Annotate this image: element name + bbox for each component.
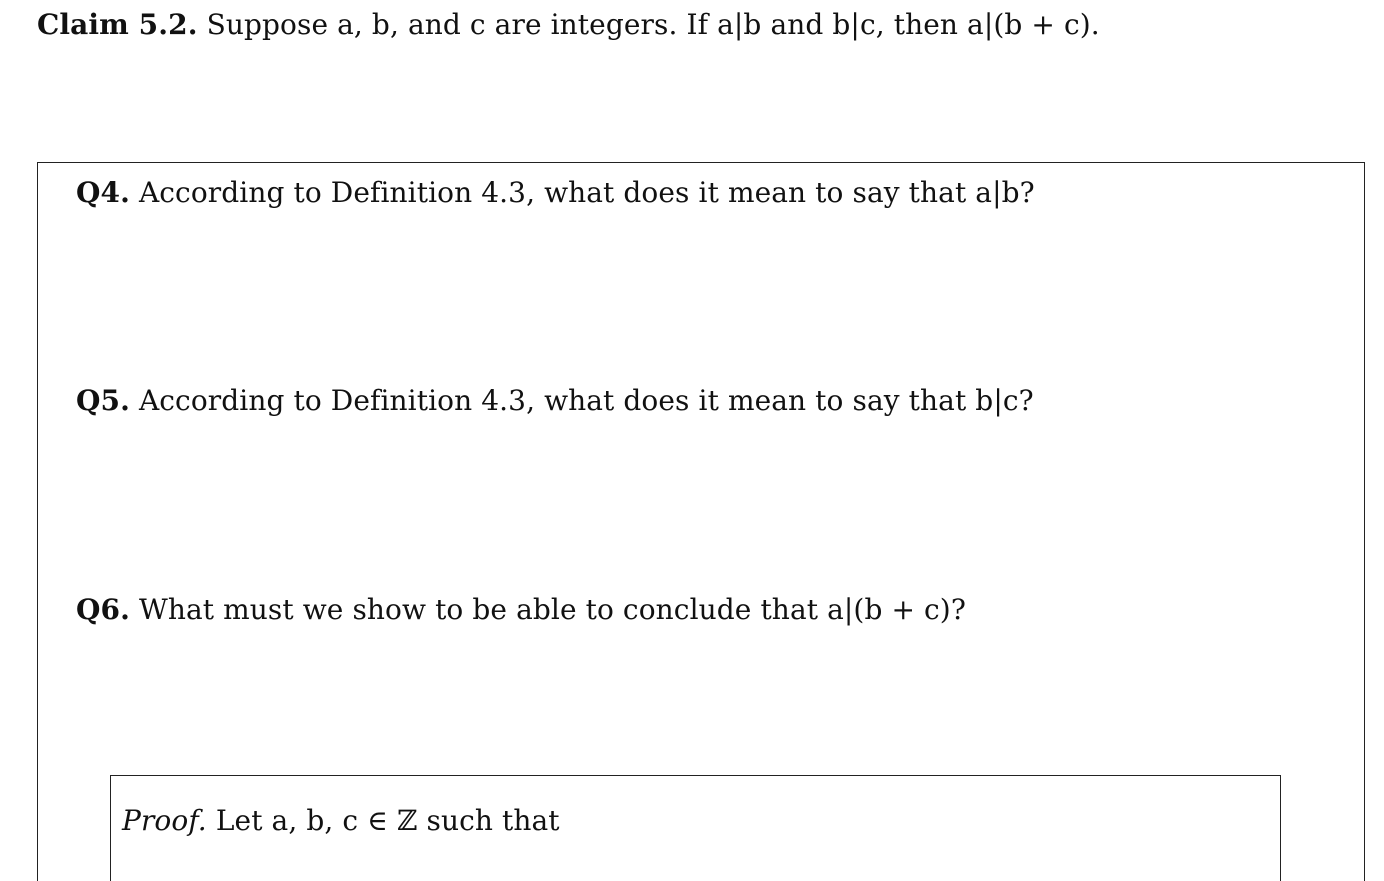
question-q5-label: Q5.: [76, 384, 130, 417]
claim-text: Suppose a, b, and c are integers. If a|b and b|c, then a|(b + c).: [206, 8, 1100, 41]
question-q4-label: Q4.: [76, 176, 130, 209]
proof-statement: [122, 803, 560, 839]
claim-statement: [37, 7, 1100, 43]
question-q5: [76, 383, 1034, 419]
question-q6: [76, 592, 966, 628]
questions-frame: [37, 162, 1365, 881]
question-q6-label: Q6.: [76, 593, 130, 626]
proof-label: Proof.: [122, 804, 207, 837]
proof-text: Let a, b, c ∈ ℤ such that: [215, 804, 560, 837]
question-q5-text: According to Definition 4.3, what does it mean to say that b|c?: [138, 384, 1034, 417]
question-q6-text: What must we show to be able to conclude that a|(b + c)?: [138, 593, 966, 626]
question-q4: [76, 175, 1035, 211]
claim-label: Claim 5.2.: [37, 8, 198, 41]
question-q4-text: According to Definition 4.3, what does it mean to say that a|b?: [138, 176, 1035, 209]
